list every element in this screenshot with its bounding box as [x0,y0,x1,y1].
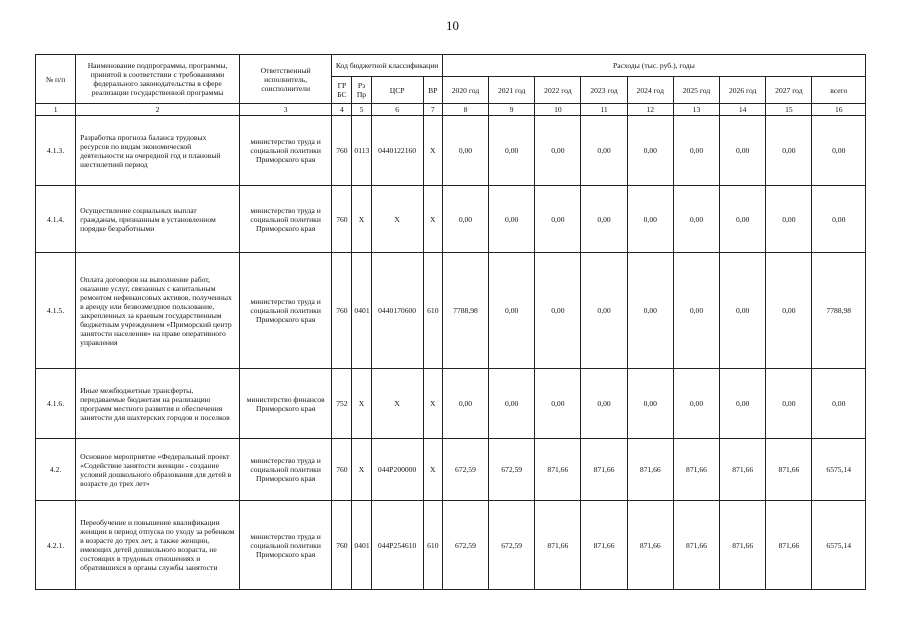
row-value-2021: 0,00 [489,253,535,369]
column-number: 1 [36,104,76,116]
row-value-2027: 0,00 [766,253,812,369]
row-value-2023: 0,00 [581,116,627,186]
row-executor: министерство труда и социальной политики Приморского края [239,253,331,369]
header-year-2023: 2023 год [581,77,627,104]
row-value-2024: 0,00 [627,186,673,253]
row-rzpr: 0113 [352,116,371,186]
row-number: 4.1.4. [36,186,76,253]
row-name: Разработка прогноза баланса трудовых ресурсов по видам экономической деятельности на очередной год и плановый шестилетний период [76,116,240,186]
row-value-total: 0,00 [812,116,866,186]
row-value-2022: 0,00 [535,116,581,186]
column-number: 7 [423,104,442,116]
header-name: Наименование подпрограммы, программы, принятой в соответствии с требованиями федерального законодательства в сфере реализации государственной программы [76,55,240,104]
row-rzpr: X [352,369,371,439]
row-value-2026: 0,00 [720,369,766,439]
column-number: 4 [332,104,352,116]
table-row [36,501,866,590]
row-grbs: 752 [332,369,352,439]
row-value-2022: 871,66 [535,501,581,590]
row-value-2024: 0,00 [627,369,673,439]
row-value-2023: 0,00 [581,369,627,439]
row-number: 4.2.1. [36,501,76,590]
row-value-2023: 0,00 [581,186,627,253]
row-value-2025: 0,00 [673,253,719,369]
column-number: 10 [535,104,581,116]
header-year-2026: 2026 год [720,77,766,104]
row-value-2027: 0,00 [766,116,812,186]
row-number: 4.1.6. [36,369,76,439]
row-vr: X [423,116,442,186]
row-value-2025: 0,00 [673,186,719,253]
row-csr: X [371,369,423,439]
row-value-2021: 0,00 [489,186,535,253]
column-number: 5 [352,104,371,116]
row-number: 4.1.5. [36,253,76,369]
row-name: Оплата договоров на выполнение работ, оказание услуг, связанных с капитальным ремонтом нефинансовых активов, полученных в аренду или безвозмездное пользование, закрепленных за краевым государственным бюджетным учреждением «Приморский центр занятости населения» на праве оперативного управления [76,253,240,369]
row-value-2021: 0,00 [489,369,535,439]
row-value-2026: 871,66 [720,439,766,501]
header-csr: ЦСР [371,77,423,104]
table-row [36,186,866,253]
row-value-2022: 0,00 [535,253,581,369]
column-number: 15 [766,104,812,116]
header-grbs: ГР БС [332,77,352,104]
row-value-2027: 871,66 [766,439,812,501]
header-executor: Ответственный исполнитель, соисполнители [239,55,331,104]
header-year-2021: 2021 год [489,77,535,104]
column-number: 13 [673,104,719,116]
column-number: 3 [239,104,331,116]
column-number: 11 [581,104,627,116]
row-value-2022: 0,00 [535,369,581,439]
row-number: 4.1.3. [36,116,76,186]
header-year-2025: 2025 год [673,77,719,104]
row-csr: 0440122160 [371,116,423,186]
row-value-2026: 0,00 [720,116,766,186]
header-year-2020: 2020 год [442,77,488,104]
row-value-2020: 0,00 [442,186,488,253]
row-grbs: 760 [332,501,352,590]
row-csr: 0440170600 [371,253,423,369]
row-grbs: 760 [332,439,352,501]
table-row [36,439,866,501]
row-value-2027: 0,00 [766,369,812,439]
table-row [36,369,866,439]
row-csr: 044P200000 [371,439,423,501]
row-rzpr: X [352,439,371,501]
row-value-2024: 0,00 [627,116,673,186]
column-number: 2 [76,104,240,116]
row-value-2025: 871,66 [673,501,719,590]
row-grbs: 760 [332,186,352,253]
row-value-2024: 871,66 [627,501,673,590]
row-value-total: 0,00 [812,369,866,439]
row-value-2022: 0,00 [535,186,581,253]
header-year-2024: 2024 год [627,77,673,104]
header-budget-code: Код бюджетной классификации [332,55,443,77]
page-number: 10 [446,18,459,33]
row-rzpr: X [352,186,371,253]
row-value-2023: 871,66 [581,501,627,590]
row-name: Основное мероприятие «Федеральный проект «Содействие занятости женщин - создание условий дошкольного образования для детей в возрасте до трех лет» [76,439,240,501]
row-executor: министерство труда и социальной политики Приморского края [239,501,331,590]
row-rzpr: 0401 [352,501,371,590]
row-name: Осуществление социальных выплат гражданам, признанным в установленном порядке безработными [76,186,240,253]
row-value-2025: 871,66 [673,439,719,501]
row-value-2020: 0,00 [442,369,488,439]
row-value-total: 6575,14 [812,501,866,590]
row-csr: 044P254610 [371,501,423,590]
row-executor: министерство финансов Приморского края [239,369,331,439]
row-value-2026: 0,00 [720,253,766,369]
row-value-2023: 871,66 [581,439,627,501]
header-vr: ВР [423,77,442,104]
header-total: всего [812,77,866,104]
row-value-2027: 871,66 [766,501,812,590]
row-grbs: 760 [332,116,352,186]
row-value-total: 0,00 [812,186,866,253]
row-value-2020: 672,59 [442,439,488,501]
row-value-2024: 871,66 [627,439,673,501]
budget-table [35,54,866,590]
row-executor: министерство труда и социальной политики Приморского края [239,116,331,186]
row-number: 4.2. [36,439,76,501]
row-value-2025: 0,00 [673,369,719,439]
row-name: Переобучение и повышение квалификации женщин в период отпуска по уходу за ребенком в возрасте до трех лет, а также женщин, имеющих детей дошкольного возраста, не состоящих в трудовых отношениях и обратившихся в органы службы занятости [76,501,240,590]
table-row [36,116,866,186]
row-value-2020: 7788,98 [442,253,488,369]
row-value-2020: 672,59 [442,501,488,590]
column-number: 6 [371,104,423,116]
row-value-total: 7788,98 [812,253,866,369]
row-value-2020: 0,00 [442,116,488,186]
header-rzpr: Рз Пр [352,77,371,104]
header-expenses: Расходы (тыс. руб.), годы [442,55,865,77]
row-name: Иные межбюджетные трансферты, передаваемые бюджетам на реализацию программ местного развития и обеспечения занятости для шахтерских городов и поселков [76,369,240,439]
row-value-2021: 0,00 [489,116,535,186]
row-grbs: 760 [332,253,352,369]
row-value-2025: 0,00 [673,116,719,186]
row-executor: министерство труда и социальной политики Приморского края [239,439,331,501]
column-number: 8 [442,104,488,116]
column-number: 12 [627,104,673,116]
row-value-2027: 0,00 [766,186,812,253]
row-value-2022: 871,66 [535,439,581,501]
column-number: 9 [489,104,535,116]
row-value-2023: 0,00 [581,253,627,369]
row-csr: X [371,186,423,253]
row-value-2021: 672,59 [489,501,535,590]
row-value-2026: 871,66 [720,501,766,590]
row-vr: 610 [423,253,442,369]
column-number: 16 [812,104,866,116]
row-vr: 610 [423,501,442,590]
row-value-2026: 0,00 [720,186,766,253]
header-num: № п/п [36,55,76,104]
header-year-2022: 2022 год [535,77,581,104]
header-year-2027: 2027 год [766,77,812,104]
row-vr: X [423,439,442,501]
row-value-total: 6575,14 [812,439,866,501]
row-vr: X [423,186,442,253]
row-value-2024: 0,00 [627,253,673,369]
row-executor: министерство труда и социальной политики Приморского края [239,186,331,253]
row-rzpr: 0401 [352,253,371,369]
table-row [36,253,866,369]
row-value-2021: 672,59 [489,439,535,501]
column-number: 14 [720,104,766,116]
row-vr: X [423,369,442,439]
